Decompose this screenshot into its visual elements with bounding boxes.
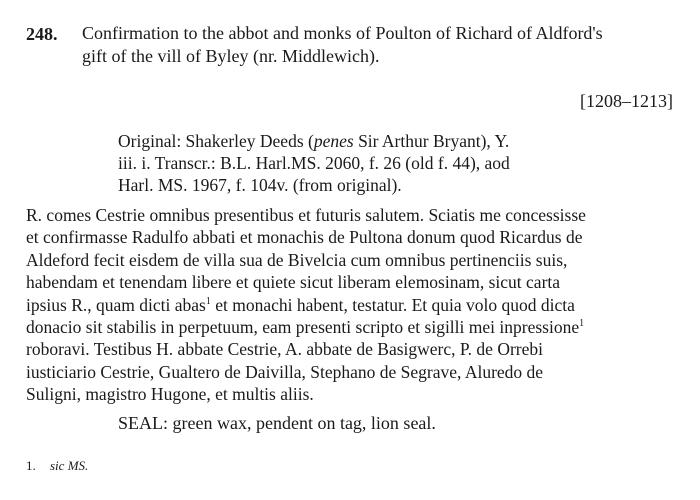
charter-line: roboravi. Testibus H. abbate Cestrie, A. abbate de Basigwerc, P. de Orrebi [26,339,543,360]
charter-line: ipsius R., quam dicti abas$^1$ et monachi habent, testatur. Et quia volo quod dicta [26,294,575,315]
charter-text [26,204,681,406]
charter-line: et confirmasse Radulfo abbati et monachis de Pultona donum quod Ricardus de [26,227,583,248]
source-line: Original: Shakerley Deeds (penes Sir Arthur Bryant), Y. [118,131,510,151]
footnote-reference: 1 [579,318,585,330]
source-line: iii. i. Transcr.: B.L. Harl.MS. 2060, f. 26 (old f. 44), aod [118,153,510,173]
seal-description: SEAL: green wax, pendent on tag, lion seal. [118,413,436,433]
entry-title [82,22,682,68]
charter-line: iusticiario Cestrie, Gualtero de Daivilla, Stephano de Segrave, Aluredo de [26,361,544,382]
footnote-marker: 1. [26,458,36,473]
charter-line: donacio sit stabilis in perpetuum, eam presenti scripto et sigilli mei inpressione$^1$ [26,317,585,338]
date-range: [1208–1213] [580,91,673,111]
footnote-reference: 1 [205,295,211,307]
charter-line: Suligni, magistro Hugone, et multis aliis. [26,384,314,405]
charter-line: Aldeford fecit eisdem de villa sua de Bivelcia cum omnibus pertinenciis suis, [26,249,568,270]
source-note [118,130,678,196]
footnote [26,458,88,474]
entry-number: 248. [26,24,58,44]
italic-term: penes [313,131,354,151]
charter-line: habendam et tenendam libere et quiete sicut liberam elemosinam, sicut carta [26,272,561,293]
entry-title-line: gift of the vill of Byley (nr. Middlewich). [82,46,380,66]
source-line: Harl. MS. 1967, f. 104v. (from original). [118,175,402,195]
charter-line: R. comes Cestrie omnibus presentibus et futuris salutem. Sciatis me concessisse [26,205,586,225]
footnote-text: sic MS. [50,458,89,473]
entry-title-line: Confirmation to the abbot and monks of Poulton of Richard of Aldford's [82,23,603,43]
